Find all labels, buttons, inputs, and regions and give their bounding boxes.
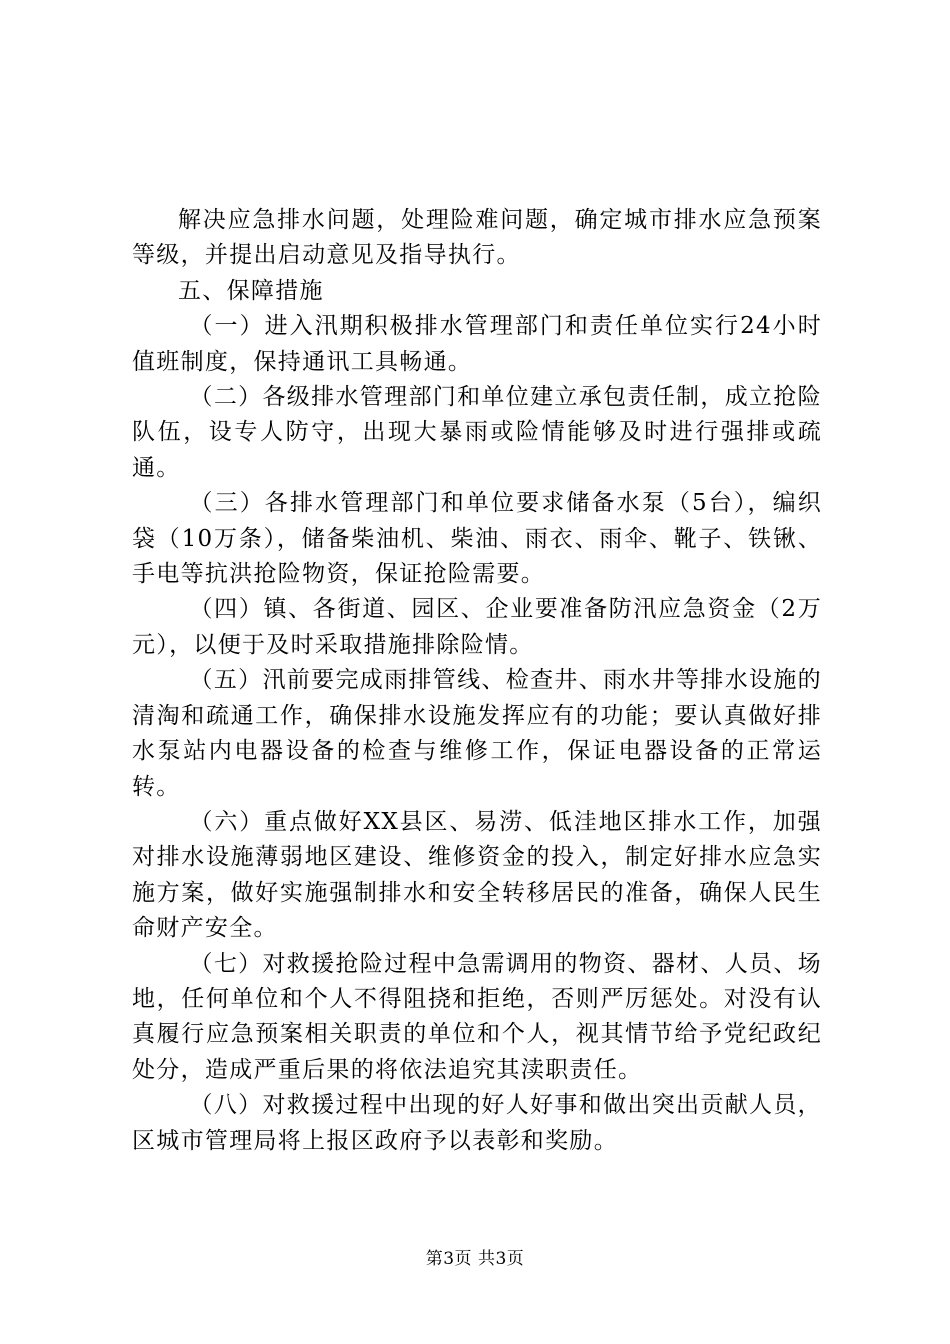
document-body [132,203,822,1159]
paragraph-emergency-drainage: 解决应急排水问题，处理险难问题，确定城市排水应急预案等级，并提出启动意见及指导执行。 [132,207,822,269]
paragraph-item-8: （八）对救援过程中出现的好人好事和做出突出贡献人员，区城市管理局将上报区政府予以表彰和奖励。 [132,1092,822,1154]
section-heading-safeguards: 五、保障措施 [178,277,324,304]
paragraph-item-7: （七）对救援抢险过程中急需调用的物资、器材、人员、场地，任何单位和个人不得阻挠和拒绝，否则严厉惩处。对没有认真履行应急预案相关职责的单位和个人，视其情节给予党纪政纪处分，造成严重后果的将依法追究其渎职责任。 [132,950,822,1083]
paragraph-item-3: （三）各排水管理部门和单位要求储备水泵（5台），编织袋（10万条），储备柴油机、柴油、雨衣、雨伞、靴子、铁锹、手电等抗洪抢险物资，保证抢险需要。 [132,490,822,588]
paragraph-item-2: （二）各级排水管理部门和单位建立承包责任制，成立抢险队伍，设专人防守，出现大暴雨或险情能够及时进行强排或疏通。 [132,384,822,481]
page-number-footer: 第3页 共3页 [425,1249,525,1269]
paragraph-item-5: （五）汛前要完成雨排管线、检查井、雨水井等排水设施的清淘和疏通工作，确保排水设施发挥应有的功能；要认真做好排水泵站内电器设备的检查与维修工作，保证电器设备的正常运转。 [132,667,822,800]
paragraph-item-6: （六）重点做好XX县区、易涝、低洼地区排水工作，加强对排水设施薄弱地区建设、维修资金的投入，制定好排水应急实施方案，做好实施强制排水和安全转移居民的准备，确保人民生命财产安全。 [132,808,822,942]
paragraph-item-1: （一）进入汛期积极排水管理部门和责任单位实行24小时值班制度，保持通讯工具畅通。 [132,313,822,375]
paragraph-item-4: （四）镇、各街道、园区、企业要准备防汛应急资金（2万元），以便于及时采取措施排除险情。 [132,596,822,658]
